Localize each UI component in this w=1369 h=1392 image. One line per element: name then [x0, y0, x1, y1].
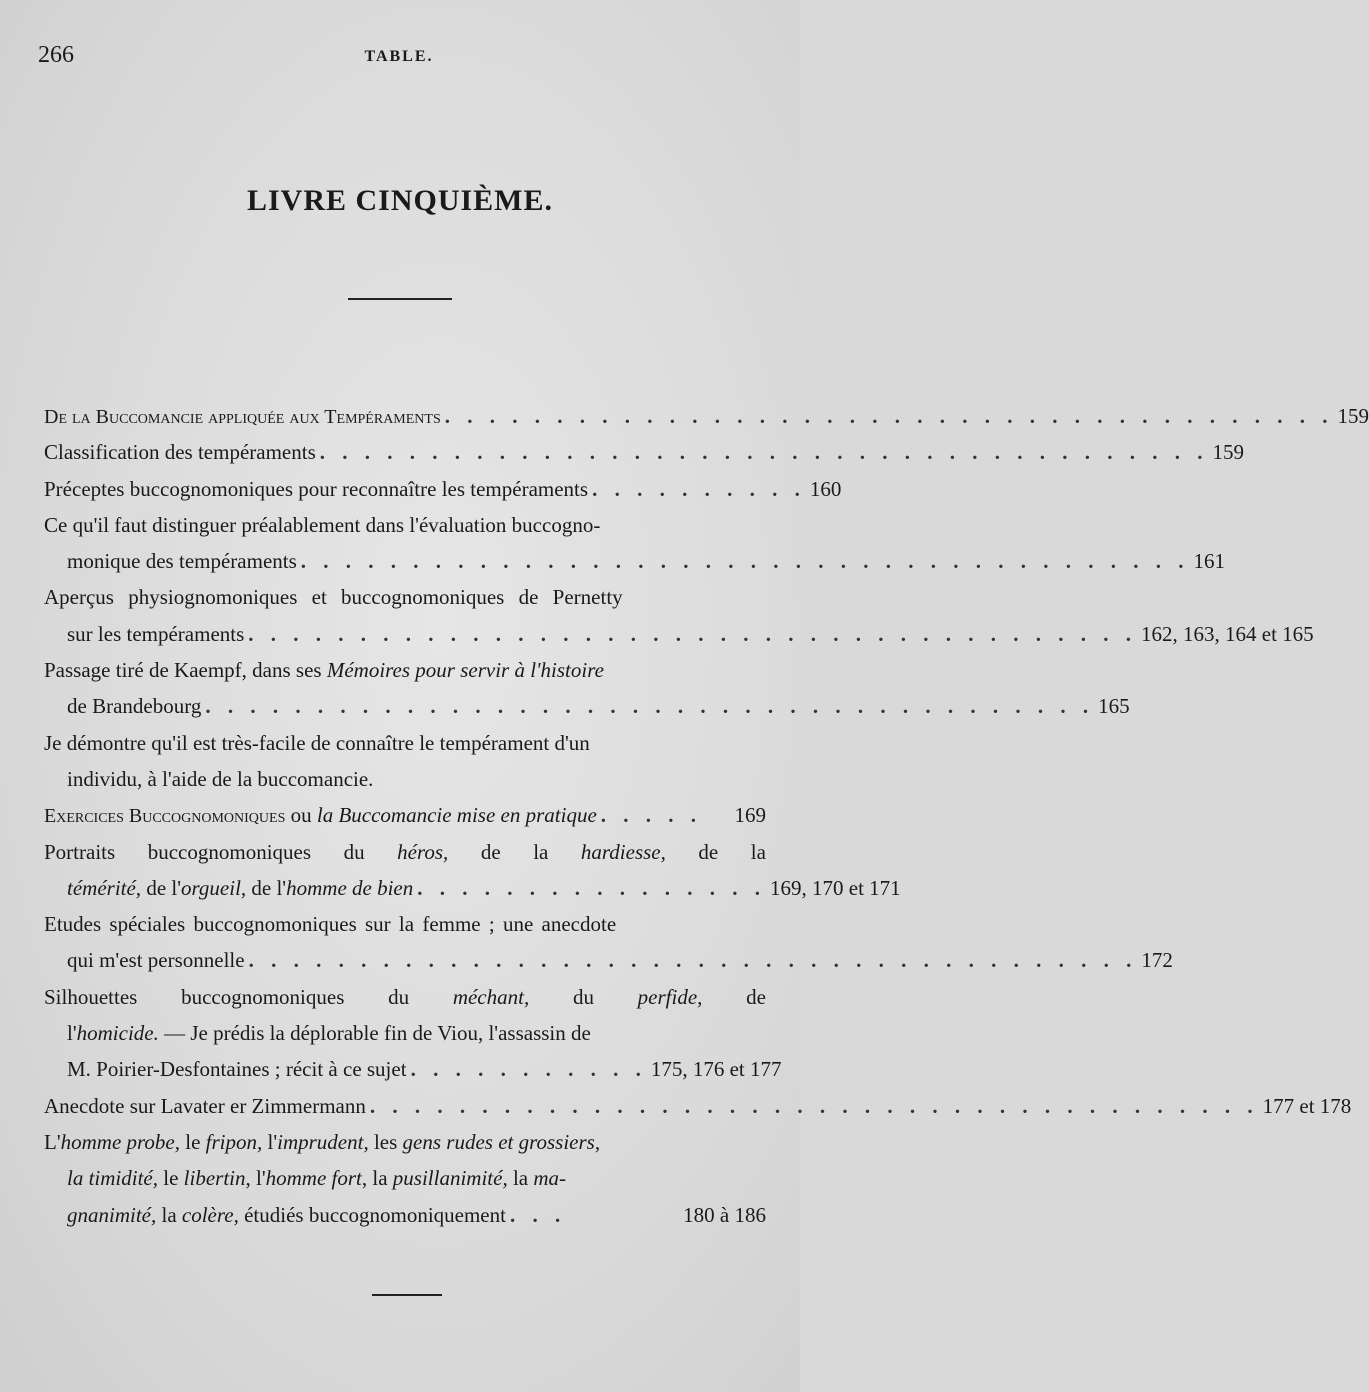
- table-of-contents: [44, 398, 1369, 1233]
- toc-entry: [44, 1088, 1352, 1124]
- toc-entry-title: Silhouettes buccognomoniques du méchant, du perfide, de: [44, 984, 766, 1009]
- dot-leader: . . . . . . . . . . . . . . . . . . . . . . . . . . . . . . . . . . . . . . . .: [369, 1093, 1259, 1118]
- toc-entry: [44, 725, 766, 798]
- toc-entry-title: Portraits buccognomoniques du héros, de la hardiesse, de la: [44, 839, 766, 864]
- toc-entry: [44, 398, 1369, 434]
- toc-entry: [44, 471, 842, 507]
- toc-entry-title: Exercices Buccognomoniques: [44, 805, 286, 828]
- page-reference: 175, 176 et 177: [650, 1057, 782, 1082]
- running-title: TABLE.: [364, 48, 434, 65]
- toc-entry: [44, 579, 1314, 652]
- dot-leader: . . . . . . . . . . . . . . . . . . . . . . . . . . . . . . . . . . . . . . . .: [205, 694, 1095, 719]
- toc-entry-italic: homme fort: [265, 1166, 362, 1191]
- toc-entry: [44, 797, 766, 833]
- toc-entry-continuation: sur les tempéraments: [67, 621, 245, 646]
- book-title: LIVRE CINQUIÈME.: [246, 184, 554, 217]
- toc-entry-italic: gens rudes et grossiers,: [402, 1129, 601, 1154]
- toc-entry: Silhouettes buccognomoniques du méchant, du perfide, de l' homicide. — Je prédis la déplorable fin de Viou, l'assassin de M. Poirier-Desfontaines ; récit à ce sujet . . . . . . . . . . . 175, 176 et 177: [44, 979, 766, 1088]
- toc-entry-title-italic: la Buccomancie mise en pratique: [316, 803, 597, 828]
- dot-leader: . . . . . . . . . . . . . . . . . . . . . . . . . . . . . . . . . . . . . . . .: [319, 440, 1209, 465]
- page-reference: 165: [1098, 694, 1130, 719]
- toc-entry-italic: homicide.: [76, 1021, 159, 1046]
- toc-entry-italic: imprudent,: [277, 1129, 369, 1154]
- toc-entry-title: Classification des tempéraments: [44, 440, 316, 465]
- toc-entry-title: De la Buccomancie appliquée aux Tempéraments: [44, 406, 441, 428]
- dot-leader: . . . . . . . . . . . . . . . .: [417, 875, 766, 900]
- page-reference: 180 à 186: [683, 1202, 766, 1227]
- toc-entry: [44, 507, 1226, 580]
- toc-entry-italic: colère,: [181, 1202, 239, 1227]
- page-reference: 160: [809, 476, 842, 501]
- dot-leader: . . . . . . . . . . . . . . . . . . . . . . . . . . . . . . . . . . . . . . . .: [300, 549, 1190, 574]
- toc-entry-title: Passage tiré de Kaempf, dans ses: [44, 658, 327, 683]
- toc-entry-continuation: M. Poirier-Desfontaines ; récit à ce sujet: [67, 1057, 407, 1082]
- toc-entry-continuation: de Brandebourg: [67, 694, 202, 719]
- page-reference: 162, 163, 164 et 165: [1141, 621, 1314, 646]
- toc-entry-italic: orgueil,: [181, 875, 247, 900]
- ornamental-rule: [372, 1294, 442, 1296]
- toc-entry-italic: gnanimité,: [67, 1202, 157, 1227]
- toc-entry-continuation: qui m'est personnelle: [67, 948, 245, 973]
- toc-entry-title: Etudes spéciales buccognomoniques sur la femme ; une anecdote: [44, 912, 617, 937]
- dot-leader: . . . . . . . . . . . . . . . . . . . . . . . . . . . . . . . . . . . . . . . .: [248, 621, 1138, 646]
- dot-leader: . . . . . . . . . . .: [410, 1057, 647, 1082]
- page-reference: 159: [1212, 440, 1245, 465]
- toc-entry-italic: homme de bien: [286, 875, 414, 900]
- dot-leader: . . .: [509, 1202, 567, 1227]
- toc-entry-title: Préceptes buccognomoniques pour reconnaître les tempéraments: [44, 476, 589, 501]
- toc-entry-italic: ma-: [533, 1166, 567, 1191]
- page-reference: 161: [1193, 549, 1226, 574]
- toc-entry-italic: homme probe,: [60, 1129, 180, 1154]
- toc-entry-continuation: monique des tempéraments: [67, 549, 297, 574]
- toc-entry-title: Je démontre qu'il est très-facile de connaître le tempérament d'un: [44, 730, 590, 755]
- toc-entry-connector: ou: [285, 803, 317, 828]
- page-reference: 169, 170 et 171: [770, 875, 901, 900]
- dot-leader: . . . . . . . . . .: [592, 476, 806, 501]
- toc-entry-title: Ce qu'il faut distinguer préalablement dans l'évaluation buccogno-: [44, 512, 601, 537]
- toc-entry: [44, 434, 1245, 470]
- toc-entry-italic: la timidité,: [67, 1166, 158, 1191]
- toc-entry-italic: témérité,: [67, 875, 142, 900]
- dot-leader: . . . . .: [600, 803, 703, 828]
- toc-entry-title: Anecdote sur Lavater er Zimmermann: [44, 1093, 366, 1118]
- ornamental-rule: [348, 298, 452, 300]
- toc-entry: [44, 652, 1130, 725]
- dot-leader: . . . . . . . . . . . . . . . . . . . . . . . . . . . . . . . . . . . . . . . .: [444, 404, 1334, 428]
- toc-entry: Portraits buccognomoniques du héros, de la hardiesse, de la témérité, de l' orgueil, de l' homme de bien . . . . . . . . . . . . . . . . 169, 170 et 171: [44, 834, 766, 907]
- toc-entry-title: Aperçus physiognomoniques et buccognomoniques de Pernetty: [44, 585, 623, 610]
- page-reference: 172: [1141, 948, 1173, 973]
- toc-entry-italic: libertin: [183, 1166, 246, 1191]
- toc-entry-continuation: — Je prédis la déplorable fin de Viou, l'assassin de: [158, 1021, 591, 1046]
- page-header: [38, 42, 760, 76]
- page-number: 266: [38, 42, 74, 68]
- toc-entry-continuation: étudiés buccognomoniquement: [238, 1202, 506, 1227]
- toc-entry: [44, 906, 1173, 979]
- toc-entry: L' homme probe, le fripon, l' imprudent, les gens rudes et grossiers, la timidité, le libertin , l' homme fort , la pusillanimité, la ma- gnanimité, la colère, étudiés buccognomoniquement . . . 180 à 186: [44, 1124, 766, 1233]
- toc-entry-italic: pusillanimité,: [392, 1166, 508, 1191]
- toc-entry-continuation: individu, à l'aide de la buccomancie.: [67, 766, 374, 791]
- toc-entry-title-italic: Mémoires pour servir à l'histoire: [326, 658, 604, 683]
- page-reference: 169: [734, 803, 766, 828]
- page-reference: 159: [1337, 404, 1369, 428]
- toc-entry-italic: fripon,: [205, 1129, 263, 1154]
- page-reference: 177 et 178: [1262, 1093, 1352, 1118]
- dot-leader: . . . . . . . . . . . . . . . . . . . . . . . . . . . . . . . . . . . . . . . .: [248, 948, 1138, 973]
